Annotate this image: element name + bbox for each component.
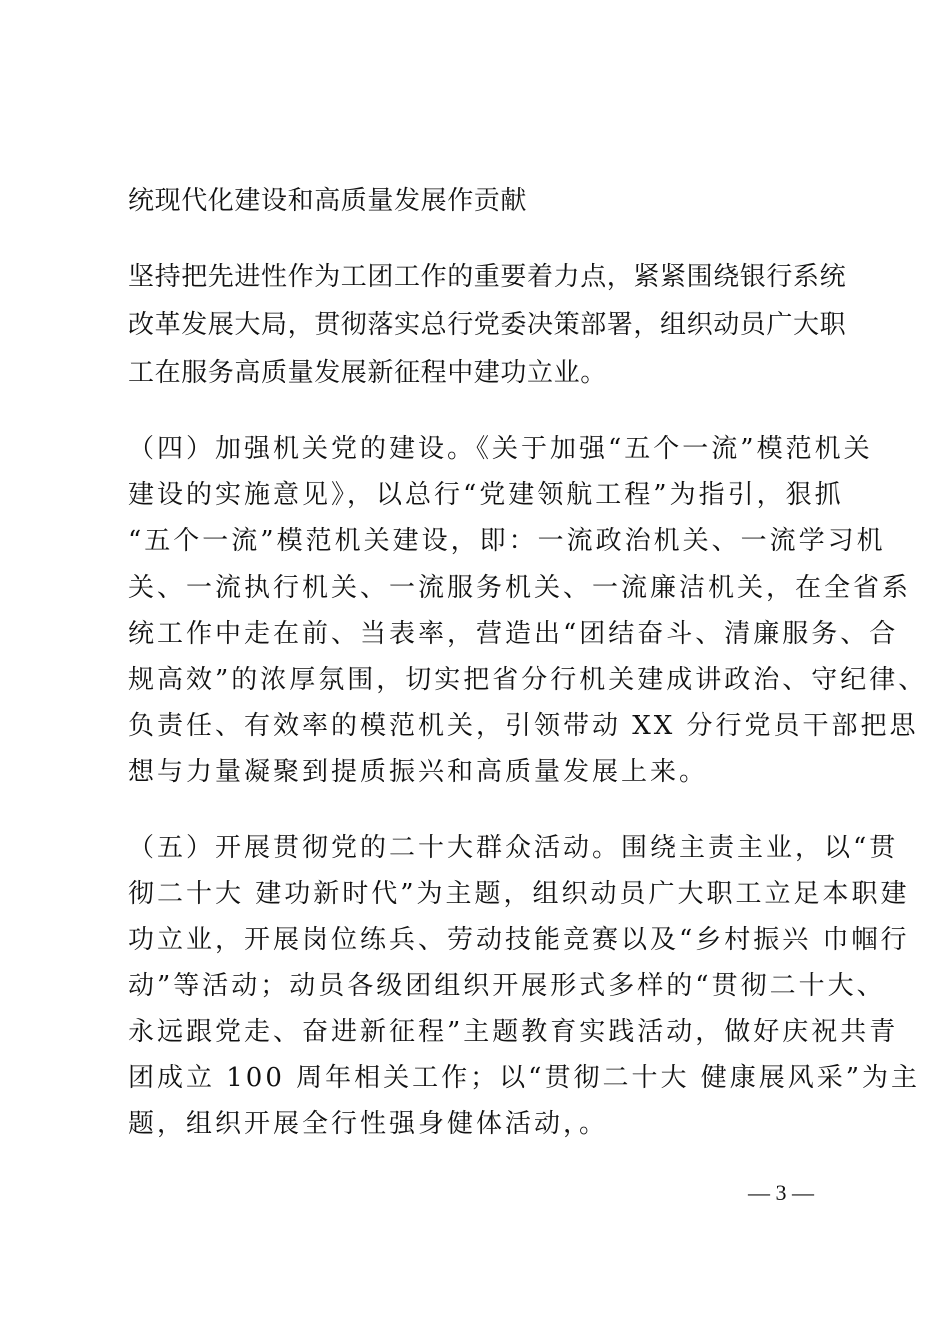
paragraph-line: 题，组织开展全行性强身健体活动，。 (128, 1109, 609, 1139)
paragraph-line: 动”等活动；动员各级团组织开展形式多样的“贯彻二十大、 (128, 971, 886, 1001)
paragraph-line: 功立业，开展岗位练兵、劳动技能竞赛以及“乡村振兴 巾帼行 (128, 925, 910, 955)
paragraph-line: 负责任、有效率的模范机关，引领带动 XX 分行党员干部把思 (128, 711, 919, 741)
paragraph-line: （五）开展贯彻党的二十大群众活动。围绕主责主业，以“贯 (128, 833, 899, 863)
paragraph-line: 统工作中走在前、当表率，营造出“团结奋斗、清廉服务、合 (128, 619, 899, 649)
page-number: — 3 — (748, 1180, 814, 1205)
paragraph-line: 建设的实施意见》，以总行“党建领航工程”为指引，狠抓 (128, 480, 844, 510)
paragraph-line: 规高效”的浓厚氛围，切实把省分行机关建成讲政治、守纪律、 (128, 665, 928, 695)
paragraph-line: 关、一流执行机关、一流服务机关、一流廉洁机关，在全省系 (128, 573, 912, 603)
paragraph-line: （四）加强机关党的建设。《关于加强“五个一流”模范机关 (128, 434, 873, 464)
paragraph-line: 想与力量凝聚到提质振兴和高质量发展上来。 (128, 757, 709, 787)
paragraph-line: 工在服务高质量发展新征程中建功立业。 (128, 358, 607, 388)
paragraph-line: 坚持把先进性作为工团工作的重要着力点，紧紧围绕银行系统 (128, 262, 847, 292)
paragraph-line: “五个一流”模范机关建设，即：一流政治机关、一流学习机 (128, 526, 886, 556)
paragraph-line: 团成立 100 周年相关工作；以“贯彻二十大 健康展风采”为主 (128, 1063, 921, 1093)
paragraph-line: 改革发展大局，贯彻落实总行党委决策部署，组织动员广大职 (128, 310, 847, 340)
heading-continuation: 统现代化建设和高质量发展作贡献 (128, 186, 528, 216)
paragraph-line: 彻二十大 建功新时代”为主题，组织动员广大职工立足本职建 (128, 879, 910, 909)
paragraph-line: 永远跟党走、奋进新征程”主题教育实践活动，做好庆祝共青 (128, 1017, 899, 1047)
